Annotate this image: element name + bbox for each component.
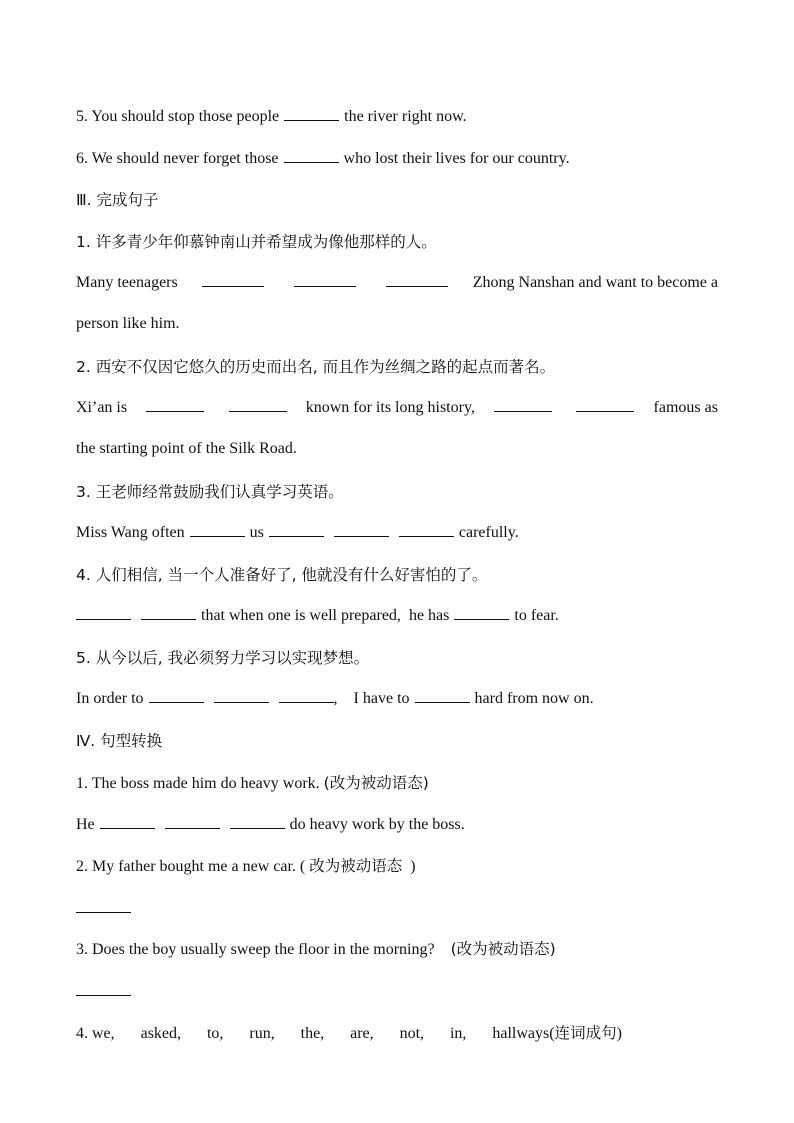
sentence-2-english [76, 397, 718, 418]
answer-blank[interactable] [284, 106, 339, 121]
sentence-text: hard from now on. [474, 690, 594, 707]
sentence-text: he has [408, 607, 450, 624]
section-3-title: Ⅲ. 完成句子 [76, 191, 159, 209]
sentence-text: I have to [353, 690, 410, 707]
sentence-text: us [249, 524, 264, 541]
answer-blank[interactable] [576, 397, 634, 412]
word-token: run, [249, 1025, 275, 1042]
question-text: 2. My father bought me a new car. ( [76, 858, 306, 875]
answer-blank[interactable] [494, 397, 552, 412]
word-token: 4. we, [76, 1025, 115, 1042]
answer-blank[interactable] [202, 272, 264, 287]
answer-blank[interactable] [229, 397, 287, 412]
word-token: the, [300, 1025, 325, 1042]
transform-2-answer [76, 898, 718, 919]
answer-blank[interactable] [141, 605, 196, 620]
answer-blank[interactable] [334, 522, 389, 537]
sentence-1-english-cont: person like him. [76, 315, 180, 332]
answer-blank[interactable] [399, 522, 454, 537]
sentence-text: Xi’an is [76, 399, 128, 416]
word-token: in, [449, 1025, 467, 1042]
instruction-text: 连词成句 [554, 1024, 617, 1042]
question-text: 1. The boss made him do heavy work. [76, 775, 320, 792]
sentence-2-chinese: 2. 西安不仅因它悠久的历史而出名, 而且作为丝绸之路的起点而著名。 [76, 358, 556, 376]
answer-blank[interactable] [149, 688, 204, 703]
sentence-4-chinese: 4. 人们相信, 当一个人准备好了, 他就没有什么好害怕的了。 [76, 566, 488, 584]
answer-blank[interactable] [165, 814, 220, 829]
sentence-text: Miss Wang often [76, 524, 185, 541]
answer-blank[interactable] [294, 272, 356, 287]
transform-3-question [76, 939, 718, 960]
sentence-text: Zhong Nanshan and want to become a [472, 274, 718, 291]
sentence-3-english [76, 522, 718, 543]
question-text: 5. You should stop those people [76, 108, 280, 125]
sentence-4-english [76, 605, 718, 626]
sentence-text: , [333, 690, 338, 707]
instruction-text: (改为被动语态) [323, 774, 429, 792]
sentence-text: that when one is well prepared, [201, 607, 401, 624]
question-text: the river right now. [344, 108, 467, 125]
word-token: asked, [140, 1025, 182, 1042]
sentence-3-chinese: 3. 王老师经常鼓励我们认真学习英语。 [76, 483, 344, 501]
answer-blank[interactable] [230, 814, 285, 829]
instruction-text: 改为被动语态 [309, 857, 403, 875]
transform-3-answer [76, 981, 718, 1002]
sentence-5-english [76, 688, 718, 709]
answer-blank[interactable] [386, 272, 448, 287]
question-text: 3. Does the boy usually sweep the floor in the morning? [76, 941, 435, 958]
answer-blank[interactable] [76, 898, 131, 913]
transform-4-question [76, 1023, 624, 1044]
answer-blank[interactable] [146, 397, 204, 412]
word-token: hallways( [492, 1025, 555, 1042]
question-6 [76, 148, 718, 169]
word-token: to, [206, 1025, 224, 1042]
sentence-text: In order to [76, 690, 144, 707]
sentence-5-chinese: 5. 从今以后, 我必须努力学习以实现梦想。 [76, 649, 370, 667]
answer-blank[interactable] [415, 688, 470, 703]
answer-blank[interactable] [190, 522, 245, 537]
sentence-1-english [76, 272, 718, 293]
answer-text: He [76, 816, 95, 833]
sentence-1-chinese: 1. 许多青少年仰慕钟南山并希望成为像他那样的人。 [76, 233, 437, 251]
answer-blank[interactable] [279, 688, 334, 703]
answer-blank[interactable] [76, 981, 131, 996]
section-4-title: Ⅳ. 句型转换 [76, 732, 163, 750]
answer-blank[interactable] [76, 605, 131, 620]
transform-1-answer [76, 814, 718, 835]
sentence-text: known for its long history, [305, 399, 475, 416]
question-text: ) [410, 858, 416, 875]
answer-blank[interactable] [214, 688, 269, 703]
question-text: 6. We should never forget those [76, 150, 279, 167]
transform-2-question [76, 856, 718, 877]
sentence-text: Many teenagers [76, 274, 178, 291]
word-token: not, [399, 1025, 425, 1042]
sentence-text: to fear. [514, 607, 559, 624]
answer-blank[interactable] [100, 814, 155, 829]
instruction-text: (改为被动语态) [450, 940, 556, 958]
answer-blank[interactable] [454, 605, 509, 620]
word-token: are, [350, 1025, 374, 1042]
question-text: ) [616, 1025, 622, 1042]
answer-blank[interactable] [269, 522, 324, 537]
answer-blank[interactable] [284, 148, 339, 163]
question-5 [76, 106, 718, 127]
transform-1-question [76, 773, 718, 794]
question-text: who lost their lives for our country. [343, 150, 570, 167]
sentence-text: carefully. [458, 524, 519, 541]
sentence-text: famous as [653, 399, 718, 416]
sentence-2-english-cont: the starting point of the Silk Road. [76, 440, 297, 457]
answer-text: do heavy work by the boss. [289, 816, 465, 833]
